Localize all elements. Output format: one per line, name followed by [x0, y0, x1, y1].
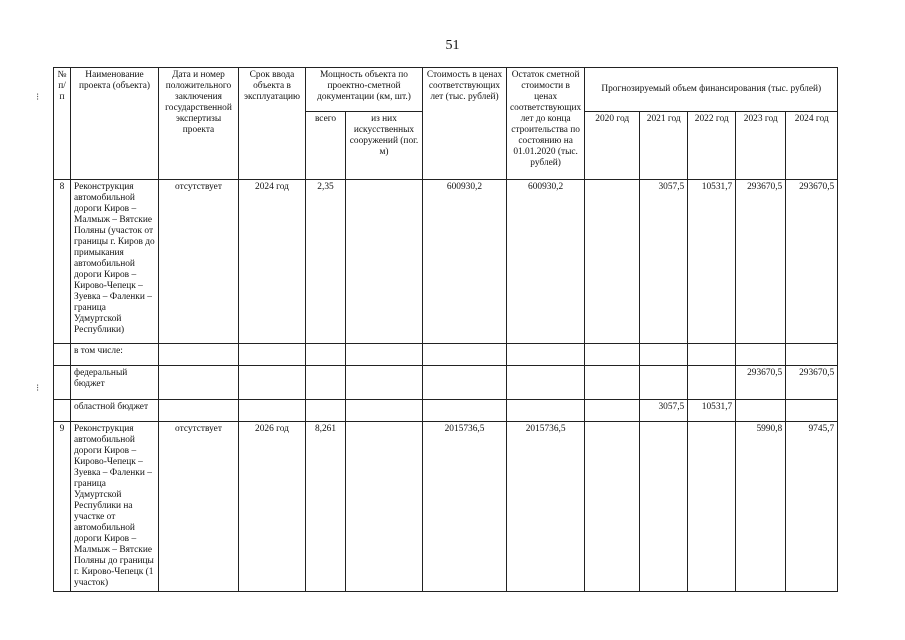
regional-y2021-cell: 3057,5: [640, 400, 688, 422]
header-year-2021: 2021 год: [640, 112, 688, 180]
header-forecast: Прогнозируемый объем финансирования (тыс. рублей): [585, 68, 838, 112]
commission-cell: 2024 год: [239, 180, 306, 344]
cost-cell: 600930,2: [423, 180, 507, 344]
y2022-cell: [688, 422, 736, 592]
financing-table: [53, 67, 838, 592]
empty-cell: [507, 344, 585, 366]
empty-cell: [507, 400, 585, 422]
table-row: [54, 180, 838, 344]
expertise-cell: отсутствует: [159, 422, 239, 592]
y2023-cell: 5990,8: [736, 422, 786, 592]
page-number: 51: [445, 38, 460, 53]
header-commission: Срок ввода объекта в эксплуатацию: [239, 68, 306, 180]
y2021-cell: 3057,5: [640, 180, 688, 344]
federal-y2024-cell: 293670,5: [786, 366, 838, 400]
project-name: Реконструкция автомобильной дороги Киров – Малмыж – Вятские Поляны (участок от границы г. Киров до примыкания автомобильной дороги Киров – Кирово-Чепецк – Зуевка – Фаленки – граница Удмуртской Республики): [71, 180, 159, 344]
header-name: Наименование проекта (объекта): [71, 68, 159, 180]
y2024-cell: 293670,5: [786, 180, 838, 344]
empty-cell: [585, 366, 640, 400]
header-num: № п/п: [54, 68, 71, 180]
empty-cell: [346, 366, 423, 400]
header-year-2022: 2022 год: [688, 112, 736, 180]
empty-cell: [736, 344, 786, 366]
y2022-cell: 10531,7: [688, 180, 736, 344]
header-year-2020: 2020 год: [585, 112, 640, 180]
empty-cell: [688, 344, 736, 366]
margin-mark: ⁝: [36, 383, 40, 394]
table-row: [54, 400, 838, 422]
expertise-cell: отсутствует: [159, 180, 239, 344]
empty-cell: [640, 344, 688, 366]
empty-cell: [585, 344, 640, 366]
empty-cell: [159, 344, 239, 366]
table-row: [54, 366, 838, 400]
empty-cell: [239, 344, 306, 366]
capacity-total-cell: 8,261: [306, 422, 346, 592]
remaining-cell: 2015736,5: [507, 422, 585, 592]
remaining-cell: 600930,2: [507, 180, 585, 344]
y2024-cell: 9745,7: [786, 422, 838, 592]
y2020-cell: [585, 180, 640, 344]
row-num: 9: [54, 422, 71, 592]
empty-cell: [786, 400, 838, 422]
empty-cell: [306, 400, 346, 422]
empty-cell: [423, 344, 507, 366]
header-remaining: Остаток сметной стоимости в ценах соответствующих лет до конца строительства по состоянию на 01.01.2020 (тыс. рублей): [507, 68, 585, 180]
header-capacity: Мощность объекта по проектно-сметной документации (км, шт.): [306, 68, 423, 112]
federal-budget-label: федеральный бюджет: [71, 366, 159, 400]
y2023-cell: 293670,5: [736, 180, 786, 344]
empty-cell: [688, 366, 736, 400]
including-label: в том числе:: [71, 344, 159, 366]
row-num: 8: [54, 180, 71, 344]
header-cost: Стоимость в ценах соответствующих лет (тыс. рублей): [423, 68, 507, 180]
header-year-2023: 2023 год: [736, 112, 786, 180]
header-capacity-structures: из них искусственных сооружений (пог. м): [346, 112, 423, 180]
empty-cell: [346, 344, 423, 366]
empty-cell: [346, 400, 423, 422]
capacity-total-cell: 2,35: [306, 180, 346, 344]
commission-cell: 2026 год: [239, 422, 306, 592]
empty-cell: [585, 400, 640, 422]
empty-cell: [239, 400, 306, 422]
empty-cell: [54, 366, 71, 400]
table-row: [54, 422, 838, 592]
empty-cell: [423, 366, 507, 400]
capacity-structures-cell: [346, 180, 423, 344]
empty-cell: [54, 344, 71, 366]
regional-y2022-cell: 10531,7: [688, 400, 736, 422]
empty-cell: [306, 344, 346, 366]
header-year-2024: 2024 год: [786, 112, 838, 180]
empty-cell: [736, 400, 786, 422]
cost-cell: 2015736,5: [423, 422, 507, 592]
empty-cell: [306, 366, 346, 400]
empty-cell: [159, 400, 239, 422]
federal-y2023-cell: 293670,5: [736, 366, 786, 400]
empty-cell: [423, 400, 507, 422]
project-name: Реконструкция автомобильной дороги Киров – Кирово-Чепецк – Зуевка – Фаленки – граница Удмуртской Республики на участке от автомобильной дороги Киров – Малмыж – Вятские Поляны до границы г. Кирово-Чепецк (1 участок): [71, 422, 159, 592]
empty-cell: [54, 400, 71, 422]
empty-cell: [239, 366, 306, 400]
header-expertise: Дата и номер положительного заключения государственной экспертизы проекта: [159, 68, 239, 180]
capacity-structures-cell: [346, 422, 423, 592]
empty-cell: [786, 344, 838, 366]
header-capacity-total: всего: [306, 112, 346, 180]
empty-cell: [159, 366, 239, 400]
header-row: [54, 68, 838, 112]
empty-cell: [640, 366, 688, 400]
table-row: [54, 344, 838, 366]
y2020-cell: [585, 422, 640, 592]
regional-budget-label: областной бюджет: [71, 400, 159, 422]
margin-mark: ⁝: [36, 92, 40, 103]
empty-cell: [507, 366, 585, 400]
y2021-cell: [640, 422, 688, 592]
